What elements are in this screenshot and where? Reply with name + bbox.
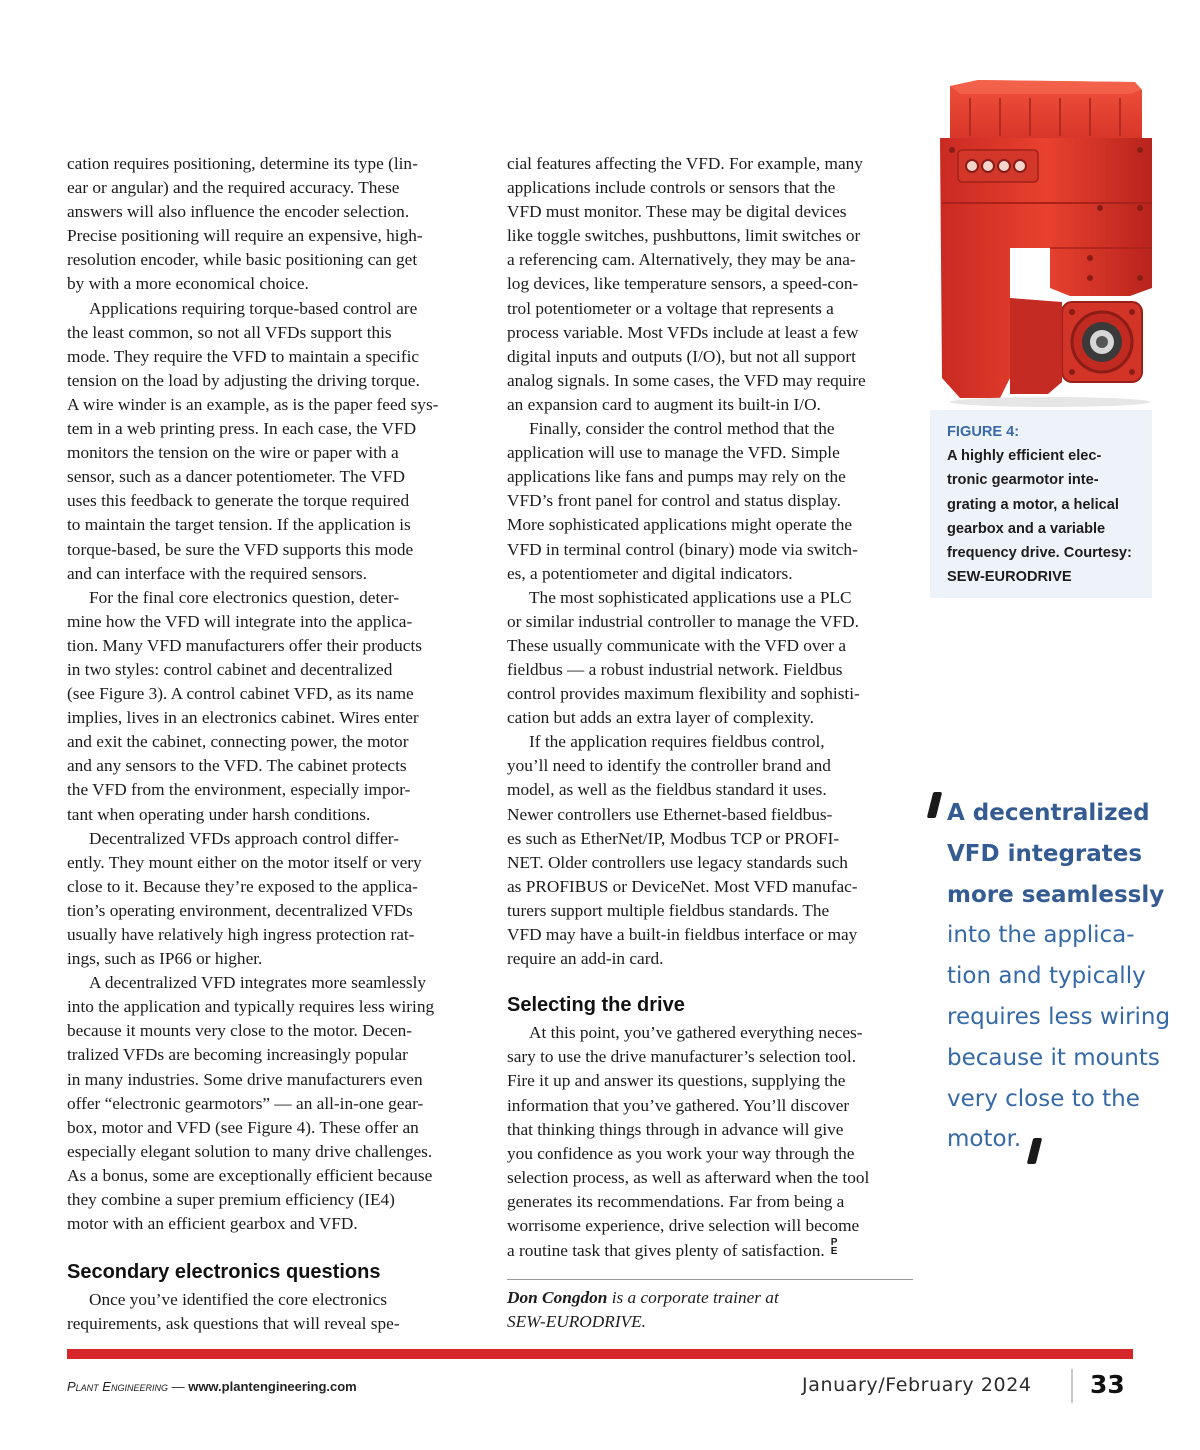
- caption-line: A highly efficient elec-: [947, 448, 1102, 465]
- author-role: is a corporate trainer at: [607, 1288, 779, 1308]
- pull-quote-line: tion and typically: [947, 963, 1146, 990]
- text-line: especially elegant solution to many drive challenges.: [67, 1141, 433, 1161]
- text-line: torque-based, be sure the VFD supports this mode: [67, 539, 414, 559]
- text-line: Once you’ve identified the core electronics: [89, 1290, 387, 1310]
- text-line: cation requires positioning, determine its type (lin-: [67, 154, 418, 173]
- text-line: VFD must monitor. These may be digital devices: [507, 202, 847, 222]
- text-line: by with a more economical choice.: [67, 274, 309, 294]
- pull-quote-line: into the applica-: [947, 922, 1135, 949]
- paragraph-torque-control: [67, 297, 475, 586]
- end-mark-letter: P: [830, 1237, 838, 1249]
- text-line: digital inputs and outputs (I/O), but not all support: [507, 346, 856, 366]
- text-line: As a bonus, some are exceptionally efficient because: [67, 1165, 433, 1185]
- text-line: require an add-in card.: [507, 949, 664, 969]
- text-line: answers will also influence the encoder selection.: [67, 202, 410, 222]
- article-column-2: [507, 152, 915, 1334]
- paragraph-control-method: [507, 417, 915, 586]
- text-line: and exit the cabinet, connecting power, the motor: [67, 732, 409, 752]
- text-line: Finally, consider the control method that the: [529, 419, 835, 439]
- text-line: log devices, like temperature sensors, a speed-con-: [507, 274, 859, 294]
- paragraph-gearmotors: [67, 971, 475, 1236]
- quote-open-mark-icon: [927, 792, 942, 818]
- end-mark-letter: E: [830, 1246, 838, 1258]
- footer-accent-bar: [67, 1349, 1133, 1359]
- text-line: es such as EtherNet/IP, Modbus TCP or PROFI-: [507, 828, 840, 848]
- text-line: monitors the tension on the wire or paper with a: [67, 443, 399, 463]
- text-line: implies, lives in an electronics cabinet. Wires enter: [67, 708, 419, 728]
- publication-name: Plant Engineering: [67, 1379, 168, 1394]
- text-line: resolution encoder, while basic positioning can get: [67, 250, 418, 270]
- author-divider: [507, 1279, 913, 1280]
- text-line: Precise positioning will require an expensive, high-: [67, 226, 423, 246]
- text-line: fieldbus — a robust industrial network. Fieldbus: [507, 659, 843, 679]
- text-line: close to it. Because they’re exposed to the applica-: [67, 876, 418, 896]
- text-line: More sophisticated applications might operate the: [507, 515, 853, 535]
- pull-quote-line: requires less wiring: [947, 1003, 1171, 1030]
- paragraph-secondary: [67, 1288, 475, 1336]
- paragraph-plc: [507, 586, 915, 731]
- author-bio: [507, 1286, 915, 1334]
- text-line: a referencing cam. Alternatively, they may be ana-: [507, 250, 856, 270]
- text-line: VFD may have a built-in fieldbus interface or may: [507, 925, 858, 944]
- gearmotor-illustration: [930, 58, 1165, 410]
- paragraph-selecting: [507, 1021, 915, 1263]
- issue-date: January/February 2024: [802, 1374, 1032, 1396]
- text-line: in two styles: control cabinet and decentralized: [67, 659, 393, 679]
- text-line: For the final core electronics question, deter-: [89, 587, 400, 607]
- text-line: tem in a web printing press. In each case, the VFD: [67, 419, 417, 439]
- text-line: that thinking things through in advance will give: [507, 1119, 844, 1139]
- text-line: usually have relatively high ingress protection rat-: [67, 925, 415, 944]
- page-number: 33: [1090, 1370, 1125, 1399]
- text-line: A decentralized VFD integrates more seamlessly: [89, 973, 427, 993]
- pull-quote-line: more seamlessly: [947, 881, 1165, 908]
- text-line: control provides maximum flexibility and sophisti-: [507, 684, 860, 704]
- text-line: sensor, such as a dancer potentiometer. The VFD: [67, 467, 405, 487]
- section-heading-secondary: Secondary electronics questions: [67, 1261, 381, 1284]
- caption-line: gearbox and a variable: [947, 520, 1106, 537]
- text-line: you’ll need to identify the controller brand and: [507, 756, 831, 776]
- text-line: ently. They mount either on the motor itself or very: [67, 852, 422, 872]
- text-line: uses this feedback to generate the torque required: [67, 491, 410, 511]
- text-line: tion’s operating environment, decentralized VFDs: [67, 900, 413, 920]
- text-line: VFD in terminal control (binary) mode via switch-: [507, 539, 858, 559]
- text-line: application will use to manage the VFD. Simple: [507, 443, 840, 463]
- text-line: you confidence as you work your way through the: [507, 1143, 855, 1163]
- text-line: mine how the VFD will integrate into the applica-: [67, 611, 413, 631]
- caption-line: frequency drive. Courtesy:: [947, 545, 1132, 562]
- text-line: an expansion card to augment its built-in I/O.: [507, 394, 821, 414]
- text-line: selection process, as well as afterward when the tool: [507, 1167, 870, 1187]
- text-line: the VFD from the environment, especially impor-: [67, 780, 411, 800]
- text-line: trol potentiometer or a voltage that represents a: [507, 298, 834, 318]
- text-line: box, motor and VFD (see Figure 4). These offer an: [67, 1117, 419, 1137]
- pull-quote-line: motor.: [947, 1126, 1022, 1153]
- text-line: tant when operating under harsh conditions.: [67, 804, 371, 824]
- text-line: into the application and typically requires less wiring: [67, 997, 435, 1017]
- gearmotor-photo: [930, 58, 1165, 410]
- text-line: A wire winder is an example, as is the paper feed sys-: [67, 394, 439, 414]
- text-line: The most sophisticated applications use a PLC: [529, 587, 852, 607]
- text-line: [507, 1238, 915, 1263]
- text-line: applications like fans and pumps may rely on the: [507, 467, 846, 487]
- pull-quote-line: because it mounts: [947, 1044, 1160, 1071]
- footer-publication: [67, 1379, 357, 1394]
- text-line: the least common, so not all VFDs support this: [67, 322, 392, 342]
- text-line: analog signals. In some cases, the VFD may require: [507, 370, 866, 390]
- text-line: and any sensors to the VFD. The cabinet protects: [67, 756, 407, 776]
- paragraph-special-features: [507, 152, 915, 417]
- text-line: sary to use the drive manufacturer’s selection tool.: [507, 1047, 857, 1067]
- text-line: requirements, ask questions that will reveal spe-: [67, 1314, 400, 1334]
- text-line-content: a routine task that gives plenty of satisfaction.: [507, 1241, 825, 1261]
- text-line: These usually communicate with the VFD over a: [507, 635, 846, 655]
- pull-quote-line: VFD integrates: [947, 840, 1143, 867]
- text-line: Applications requiring torque-based control are: [89, 298, 418, 318]
- text-line: or similar industrial controller to manage the VFD.: [507, 611, 859, 631]
- text-line: (see Figure 3). A control cabinet VFD, as its name: [67, 684, 414, 704]
- footer-separator: —: [167, 1379, 189, 1394]
- pull-quote-line: very close to the: [947, 1085, 1140, 1112]
- text-line: cial features affecting the VFD. For example, many: [507, 154, 863, 173]
- text-line: Decentralized VFDs approach control differ-: [89, 828, 399, 848]
- text-line: they combine a super premium efficiency (IE4): [67, 1190, 395, 1210]
- paragraph-integration: [67, 586, 475, 827]
- paragraph-decentralized: [67, 827, 475, 972]
- paragraph-fieldbus: [507, 730, 915, 971]
- figure-label: FIGURE 4:: [947, 424, 1020, 440]
- pull-quote: [947, 793, 1182, 1160]
- text-line: tension on the load by adjusting the driving torque.: [67, 370, 420, 390]
- text-line: information that you’ve gathered. You’ll discover: [507, 1095, 850, 1115]
- caption-line: tronic gearmotor inte-: [947, 472, 1099, 489]
- caption-line: grating a motor, a helical: [947, 496, 1119, 513]
- author-name: Don Congdon: [507, 1288, 608, 1308]
- author-company: SEW-EURODRIVE.: [507, 1312, 647, 1332]
- text-line: Newer controllers use Ethernet-based fieldbus-: [507, 804, 833, 824]
- text-line: generates its recommendations. Far from being a: [507, 1191, 845, 1211]
- text-line: in many industries. Some drive manufacturers even: [67, 1069, 423, 1089]
- text-line: If the application requires fieldbus control,: [529, 732, 825, 752]
- article-column-1: [67, 152, 475, 1337]
- text-line: offer “electronic gearmotors” — an all-in-one gear-: [67, 1093, 424, 1113]
- footer-divider: [1071, 1369, 1073, 1403]
- text-line: tion. Many VFD manufacturers offer their products: [67, 635, 422, 655]
- text-line: ear or angular) and the required accuracy. These: [67, 178, 400, 198]
- text-line: At this point, you’ve gathered everything neces-: [529, 1023, 863, 1043]
- section-heading-selecting: Selecting the drive: [507, 994, 685, 1017]
- text-line: tralized VFDs are becoming increasingly popular: [67, 1045, 408, 1065]
- text-line: to maintain the target tension. If the application is: [67, 515, 411, 535]
- text-line: NET. Older controllers use legacy standards such: [507, 852, 848, 872]
- text-line: turers support multiple fieldbus standards. The: [507, 900, 830, 920]
- pe-end-mark-icon: [831, 1238, 838, 1256]
- paragraph-positioning: [67, 152, 475, 297]
- text-line: like toggle switches, pushbuttons, limit switches or: [507, 226, 861, 246]
- text-line: Fire it up and answer its questions, supplying the: [507, 1071, 846, 1091]
- text-line: as PROFIBUS or DeviceNet. Most VFD manufac-: [507, 876, 858, 896]
- text-line: ings, such as IP66 or higher.: [67, 949, 263, 969]
- text-line: worrisome experience, drive selection will become: [507, 1216, 860, 1236]
- text-line: applications include controls or sensors that the: [507, 178, 836, 198]
- text-line: model, as well as the fieldbus standard it uses.: [507, 780, 827, 800]
- text-line: es, a potentiometer and digital indicators.: [507, 563, 793, 583]
- text-line: because it mounts very close to the motor. Decen-: [67, 1021, 413, 1041]
- figure-caption: [930, 410, 1152, 598]
- caption-line: SEW-EURODRIVE: [947, 569, 1072, 586]
- pull-quote-line: A decentralized: [947, 800, 1150, 826]
- publication-url[interactable]: www.plantengineering.com: [188, 1379, 357, 1394]
- text-line: cation but adds an extra layer of complexity.: [507, 708, 814, 728]
- text-line: mode. They require the VFD to maintain a specific: [67, 346, 420, 366]
- text-line: process variable. Most VFDs include at least a few: [507, 322, 859, 342]
- text-line: motor with an efficient gearbox and VFD.: [67, 1214, 358, 1234]
- text-line: and can interface with the required sensors.: [67, 563, 367, 583]
- text-line: VFD’s front panel for control and status display.: [507, 491, 841, 511]
